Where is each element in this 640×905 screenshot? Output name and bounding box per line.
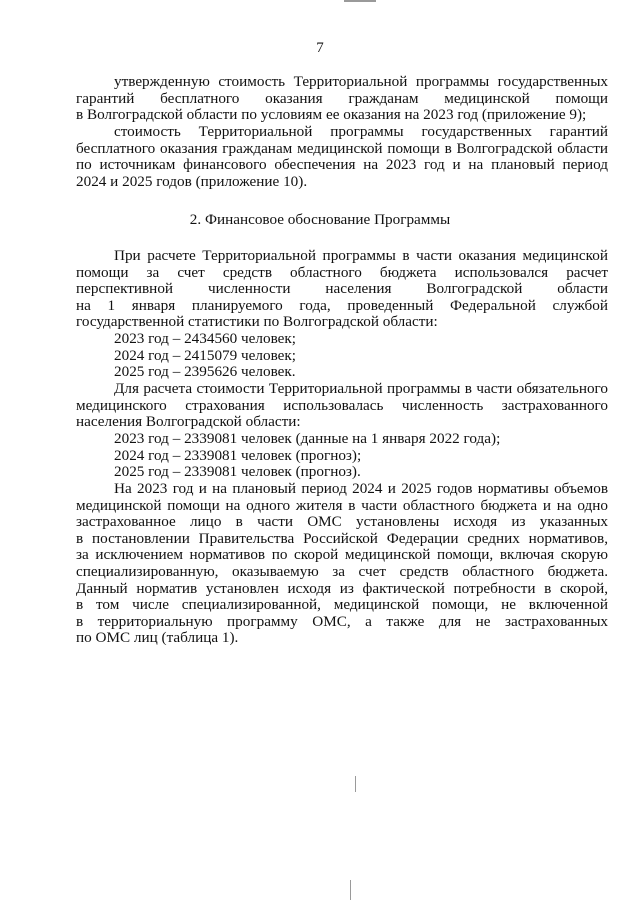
text-line: застрахованное лицо в части ОМС установлены исходя из указанных (76, 513, 608, 531)
list-item: 2024 год – 2339081 человек (прогноз); (114, 446, 362, 464)
list-item: 2023 год – 2339081 человек (данные на 1 января 2022 года); (114, 430, 501, 447)
text-line: по ОМС лиц (таблица 1). (76, 629, 239, 647)
list-item: 2023 год – 2434560 человек; (114, 330, 297, 347)
page-number: 7 (316, 40, 324, 56)
population-list (76, 331, 608, 381)
text-line: медицинской помощи на одного жителя в части областного бюджета и на одно (76, 496, 608, 514)
text-line: На 2023 год и на плановый период 2024 и 2025 годов нормативы объемов (114, 480, 608, 497)
text-line: в том числе специализированной, медицинской помощи, не включенной (76, 596, 608, 614)
list-item: 2025 год – 2339081 человек (прогноз). (114, 463, 361, 481)
text-line: специализированную, оказываемую за счет средств областного бюджета. (76, 562, 608, 580)
scan-mark-bottom (350, 880, 351, 900)
scan-mark-mid (355, 776, 356, 792)
text-line: стоимость Территориальной программы государственных гарантий (114, 123, 608, 140)
intro-paragraph-financing-sources (76, 124, 608, 190)
text-line: на 1 января планируемого года, проведенный Федеральной службой (76, 296, 608, 314)
text-line: гарантий бесплатного оказания гражданам медицинской помощи (76, 89, 608, 107)
oms-list (76, 431, 608, 481)
list-item: 2024 год – 2415079 человек; (114, 346, 297, 364)
text-line: помощи за счет средств областного бюджета использовался расчет (76, 263, 608, 281)
text-line: бесплатного оказания гражданам медицинской помощи в Волгоградской области (76, 139, 608, 157)
text-line: 2024 и 2025 годов (приложение 10). (76, 172, 308, 190)
list-item: 2025 год – 2395626 человек. (114, 363, 296, 381)
oms-paragraph (76, 381, 608, 431)
scan-mark-top (344, 0, 376, 2)
text-line: Для расчета стоимости Территориальной программы в части обязательного (114, 380, 608, 397)
text-line: государственной статистики по Волгоградской области: (76, 313, 438, 331)
population-paragraph (76, 248, 608, 331)
text-line: по источникам финансового обеспечения на 2023 год и на плановый период (76, 156, 608, 174)
text-line: медицинского страхования использовалась численность застрахованного (76, 396, 608, 414)
text-line: перспективной численности населения Волгоградской области (76, 280, 608, 298)
text-line: в Волгоградской области по условиям ее оказания на 2023 год (приложение 9); (76, 106, 587, 124)
text-line: за исключением нормативов по скорой медицинской помощи, включая скорую (76, 546, 608, 564)
section-heading: 2. Финансовое обоснование Программы (189, 211, 451, 228)
intro-paragraph-approved-cost (76, 74, 608, 124)
text-line: утвержденную стоимость Территориальной программы государственных (114, 73, 608, 90)
text-line: Данный норматив установлен исходя из фактической потребности в скорой, (76, 579, 608, 597)
text-line: При расчете Территориальной программы в части оказания медицинской (114, 247, 608, 264)
text-line: населения Волгоградской области: (76, 413, 301, 431)
text-line: в территориальную программу ОМС, а также для не застрахованных (76, 612, 608, 630)
text-line: в постановлении Правительства Российской Федерации средних нормативов, (76, 529, 608, 547)
normative-paragraph (76, 481, 608, 647)
